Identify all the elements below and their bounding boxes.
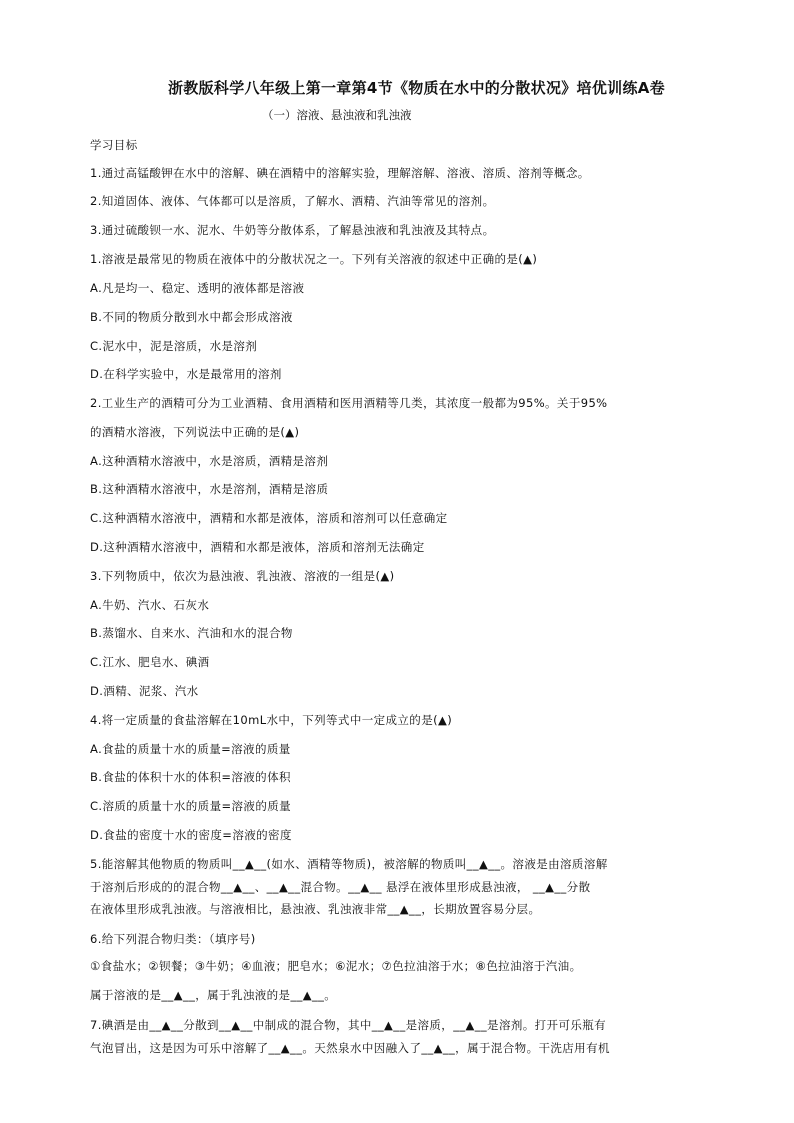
objective-item: 3.通过硫酸钡一水、泥水、牛奶等分散体系，了解悬浊液和乳浊液及其特点。	[90, 223, 495, 237]
question-1-option-a: A.凡是均一、稳定、透明的液体都是溶液	[90, 281, 305, 295]
question-7-line: 气泡冒出，这是因为可乐中溶解了__▲__。天然泉水中因融入了__▲__，属于混合物。干洗店用有机	[90, 1041, 610, 1055]
question-2-stem-line-2: 的酒精水溶液，下列说法中正确的是(▲)	[90, 425, 300, 439]
question-4-option-d: D.食盐的密度十水的密度=溶液的密度	[90, 828, 292, 842]
question-6-items: ①食盐水；②钡餐；③牛奶；④血液；肥皂水；⑥泥水；⑦色拉油溶于水；⑧色拉油溶于汽油。	[90, 959, 582, 973]
question-1-option-c: C.泥水中，泥是溶质，水是溶剂	[90, 339, 258, 353]
question-1-stem: 1.溶液是最常见的物质在液体中的分散状况之一。下列有关溶液的叙述中正确的是(▲)	[90, 252, 538, 266]
page-subtitle: （一）溶液、悬浊液和乳浊液	[262, 108, 412, 122]
question-5-line: 于溶剂后形成的的混合物__▲__、__▲__混合物。__▲__ 悬浮在液体里形成悬浊液， __▲__分散	[90, 880, 591, 894]
question-4-stem: 4.将一定质量的食盐溶解在10mL水中，下列等式中一定成立的是(▲)	[90, 713, 453, 727]
question-3-option-d: D.酒精、泥浆、汽水	[90, 684, 199, 698]
question-4-option-c: C.溶质的质量十水的质量=溶液的质量	[90, 799, 292, 813]
question-3-stem: 3.下列物质中，依次为悬浊液、乳浊液、溶液的一组是(▲)	[90, 569, 395, 583]
question-6-heading: 6.给下列混合物归类：（填序号)	[90, 932, 256, 946]
question-2-option-c: C.这种酒精水溶液中，酒精和水都是液体，溶质和溶剂可以任意确定	[90, 511, 448, 525]
question-2-option-b: B.这种酒精水溶液中，水是溶剂，酒精是溶质	[90, 482, 329, 496]
question-2-stem-line-1: 2.工业生产的酒精可分为工业酒精、食用酒精和医用酒精等几类，其浓度一般都为95%。关于95%	[90, 396, 608, 410]
objective-item: 2.知道固体、液体、气体都可以是溶质，了解水、酒精、汽油等常见的溶剂。	[90, 194, 495, 208]
question-3-option-a: A.牛奶、汽水、石灰水	[90, 598, 210, 612]
question-5-line: 在液体里形成乳浊液。与溶液相比，悬浊液、乳浊液非常__▲__，长期放置容易分层。	[90, 902, 541, 916]
question-1-option-d: D.在科学实验中，水是最常用的溶剂	[90, 367, 282, 381]
question-5-line: 5.能溶解其他物质的物质叫__▲__(如水、酒精等物质)，被溶解的物质叫__▲__。溶液是由溶质溶解	[90, 857, 608, 871]
question-1-option-b: B.不同的物质分散到水中都会形成溶液	[90, 310, 293, 324]
question-4-option-b: B.食盐的体积十水的体积=溶液的体积	[90, 770, 291, 784]
page-title: 浙教版科学八年级上第一章第4节《物质在水中的分散状况》培优训练A卷	[168, 79, 665, 97]
question-2-option-a: A.这种酒精水溶液中，水是溶质，酒精是溶剂	[90, 454, 329, 468]
question-2-option-d: D.这种酒精水溶液中，酒精和水都是液体，溶质和溶剂无法确定	[90, 540, 425, 554]
question-3-option-b: B.蒸馏水、自来水、汽油和水的混合物	[90, 626, 293, 640]
question-3-option-c: C.江水、肥皂水、碘酒	[90, 655, 210, 669]
objective-item: 1.通过高锰酸钾在水中的溶解、碘在酒精中的溶解实验，理解溶解、溶液、溶质、溶剂等概念。	[90, 166, 590, 180]
question-7-line: 7.碘酒是由__▲__分散到__▲__中制成的混合物，其中__▲__是溶质，__▲__是溶剂。打开可乐瓶有	[90, 1018, 607, 1032]
question-6-answer-line: 属于溶液的是__▲__，属于乳浊液的是__▲__。	[90, 988, 337, 1002]
question-4-option-a: A.食盐的质量十水的质量=溶液的质量	[90, 742, 291, 756]
objectives-heading: 学习目标	[90, 138, 138, 152]
